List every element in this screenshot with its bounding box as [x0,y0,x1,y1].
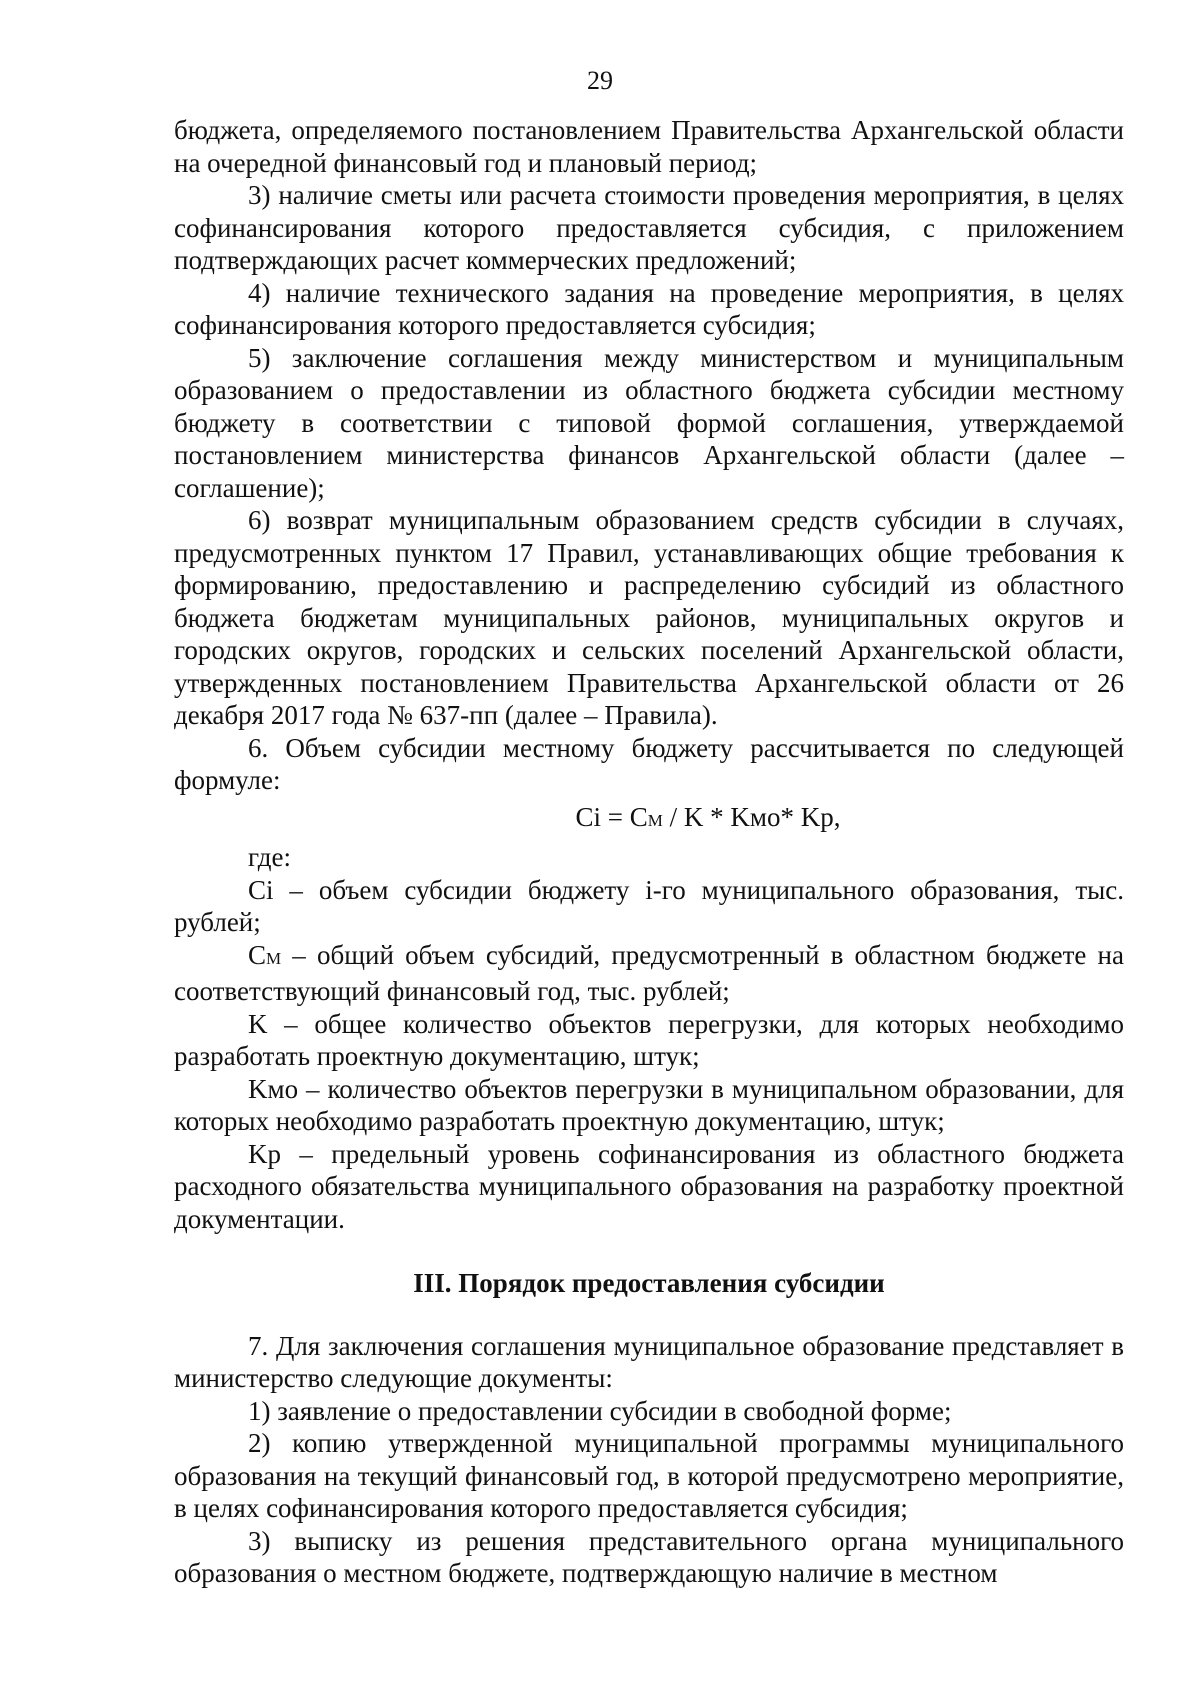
paragraph-point-7: 7. Для заключения соглашения муниципальное образование представляет в министерство следующие документы: [174,1330,1124,1393]
document-body [174,114,1124,1590]
definition-kp: Kр – предельный уровень софинансирования из областного бюджета расходного обязательства муниципального образования на разработку проектной документации. [174,1138,1124,1234]
paragraph-item-4: 4) наличие технического задания на проведение мероприятия, в целях софинансирования которого предоставляется субсидия; [174,277,1124,340]
formula-rhs: / K * Kмо* Kр, [662,801,841,832]
paragraph-doc-1: 1) заявление о предоставлении субсидии в свободной форме; [248,1395,952,1426]
paragraph-item-5: 5) заключение соглашения между министерством и муниципальным образованием о предоставлении из областного бюджета субсидии местному бюджету в соответствии с типовой формой соглашения, утверждаемой постановлением министерства финансов Архангельской области (далее – соглашение); [174,342,1124,503]
paragraph-item-6: 6) возврат муниципальным образованием средств субсидии в случаях, предусмотренных пунктом 17 Правил, устанавливающих общие требования к формированию, предоставлению и распределению субсидий из областного бюджета бюджетам муниципальных районов, муниципальных округов и городских округов, городских и сельских поселений Архангельской области, утвержденных постановлением Правительства Архангельской области от 26 декабря 2017 года № 637-пп (далее – Правила). [174,505,1124,730]
where-label: где: [248,842,291,872]
paragraph-continuation: бюджета, определяемого постановлением Правительства Архангельской области на очередной финансовый год и плановый период; [174,115,1124,178]
definition-cm [174,939,1124,1008]
definition-k: K – общее количество объектов перегрузки, для которых необходимо разработать проектную документацию, штук; [174,1008,1124,1071]
definition-cm-text: – общий объем субсидий, предусмотренный в областном бюджете на соответствующий финансовый год, тыс. рублей; [174,939,1124,1006]
paragraph-doc-2: 2) копию утвержденной муниципальной программы муниципального образования на текущий финансовый год, в которой предусмотрено мероприятие, в целях софинансирования которого предоставляется субсидия; [174,1428,1124,1523]
formula-lhs: Ci = C [575,801,648,832]
definition-cm-subscript: M [266,948,282,968]
definition-ci: Ci – объем субсидии бюджету i-го муниципального образования, тыс. рублей; [174,874,1124,937]
paragraph-item-3: 3) наличие сметы или расчета стоимости проведения мероприятия, в целях софинансирования которого предоставляется субсидия, с приложением подтверждающих расчет коммерческих предложений; [174,180,1124,275]
definition-kmo: Kмо – количество объектов перегрузки в муниципальном образовании, для которых необходимо разработать проектную документацию, штук; [174,1073,1124,1136]
subsidy-formula [174,801,1124,838]
paragraph-point-6: 6. Объем субсидии местному бюджету рассчитывается по следующей формуле: [174,732,1124,795]
page-number: 29 [587,66,613,95]
paragraph-doc-3: 3) выписку из решения представительного органа муниципального образования о местном бюджете, подтверждающую наличие в местном [174,1525,1124,1588]
definition-cm-symbol: C [248,939,267,970]
formula-lhs-subscript: M [647,810,663,830]
section-heading: III. Порядок предоставления субсидии [413,1268,885,1298]
